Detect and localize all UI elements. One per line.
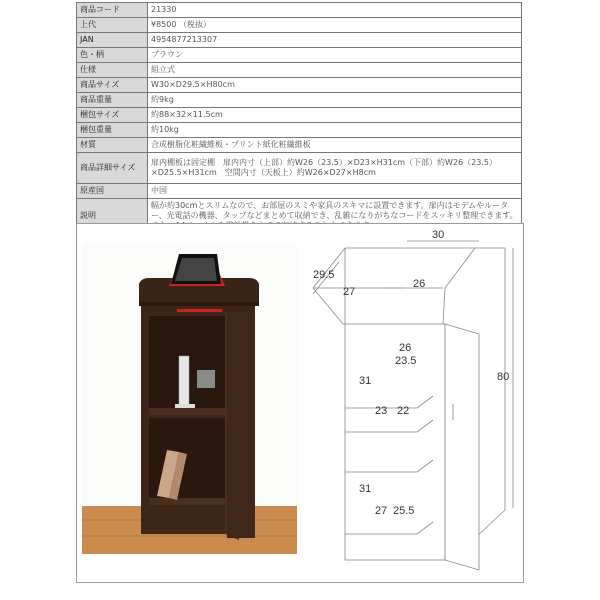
spec-row <box>77 48 522 63</box>
spec-label: 商品重量 <box>77 93 148 108</box>
spec-row <box>77 33 522 48</box>
spec-label: 色・柄 <box>77 48 148 63</box>
spec-table <box>76 2 522 234</box>
spec-row <box>77 78 522 93</box>
spec-value: 4954877213307 <box>148 33 522 48</box>
spec-value: W30×D29.5×H80cm <box>148 78 522 93</box>
dim-depth-upper-left: 23 <box>375 405 388 417</box>
spec-row <box>77 63 522 78</box>
spec-value: 扉内棚板は固定棚 扉内内寸（上部）約W26（23.5）×D23×H31cm（下部）約W26（23.5）×D25.5×H31cm 空間内寸（天板上）約W26×D27×H8cm <box>148 153 522 184</box>
spec-value: 約9kg <box>148 93 522 108</box>
spec-value: 約88×32×11.5cm <box>148 108 522 123</box>
spec-value: 幅が約30cmとスリムなので、お部屋のスミや家具のスキマに設置できます。扉内はモデムやルーター、光電話の機器、タップなどまとめて収納でき、乱雑になりがちなコードをスッキリ整理できます。 <box>148 199 522 234</box>
dim-depth-upper-right: 22 <box>397 405 410 417</box>
spec-label: 原産国 <box>77 184 148 199</box>
spec-label: 商品サイズ <box>77 78 148 93</box>
dim-inner-depth-top: 27 <box>343 286 356 298</box>
dim-depth-left: 29.5 <box>313 269 335 281</box>
dim-depth-lower-right: 25.5 <box>393 505 415 517</box>
spec-label: 仕様 <box>77 63 148 78</box>
spec-label: 梱包重量 <box>77 123 148 138</box>
dim-inner-width-mid-paren: 23.5 <box>395 355 417 367</box>
spec-label: 商品詳細サイズ <box>77 153 148 184</box>
dim-depth-lower-left: 27 <box>375 505 388 517</box>
spec-row <box>77 123 522 138</box>
spec-row <box>77 18 522 33</box>
dim-height-total: 80 <box>497 371 510 383</box>
spec-label: 梱包サイズ <box>77 108 148 123</box>
product-image-frame <box>76 223 524 583</box>
spec-row <box>77 93 522 108</box>
spec-value: ブラウン <box>148 48 522 63</box>
spec-label: 商品コード <box>77 3 148 18</box>
spec-row <box>77 153 522 184</box>
dim-inner-width-top: 26 <box>413 278 426 290</box>
spec-value: 合成樹脂化粧繊維板・プリント紙化粧繊維板 <box>148 138 522 153</box>
spec-value: 約10kg <box>148 123 522 138</box>
dim-width-top: 30 <box>432 229 445 241</box>
router-device <box>179 356 189 406</box>
spec-value: 組立式 <box>148 63 522 78</box>
dim-height-lower: 31 <box>359 483 372 495</box>
spec-row <box>77 184 522 199</box>
spec-value: 中国 <box>148 184 522 199</box>
spec-label: 材質 <box>77 138 148 153</box>
cabinet-photo <box>139 254 259 540</box>
spec-label: JAN <box>77 33 148 48</box>
spec-label: 説明 <box>77 199 148 234</box>
spec-row <box>77 3 522 18</box>
spec-value: ¥8500 （税抜） <box>148 18 522 33</box>
spec-row <box>77 108 522 123</box>
dim-inner-width-mid: 26 <box>399 342 412 354</box>
spec-label: 上代 <box>77 18 148 33</box>
product-photo <box>77 224 297 582</box>
spec-row <box>77 138 522 153</box>
dim-height-upper: 31 <box>359 375 372 387</box>
dimension-labels <box>313 229 509 517</box>
spec-value: 21330 <box>148 3 522 18</box>
product-illustration <box>77 224 523 582</box>
